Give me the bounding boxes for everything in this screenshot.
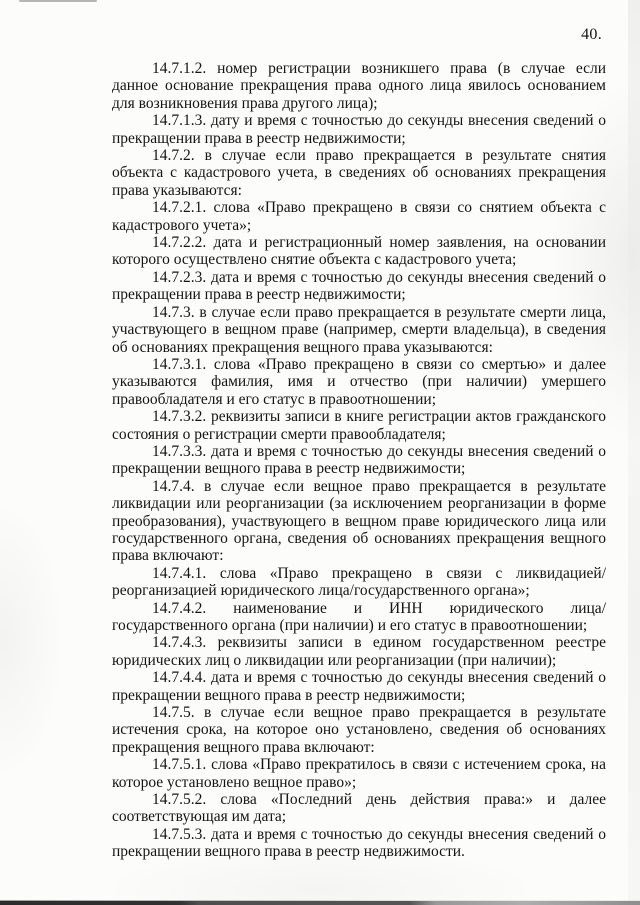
clause-text: дата и регистрационный номер заявления, на основании которого осуществлено снятие объекта с кадастрового учета; [112, 234, 606, 269]
paragraph-14-7-3-1 [112, 356, 606, 408]
clause-text: реквизиты записи в едином государственном реестре юридических лиц о ликвидации или реорганизации (при наличии); [112, 634, 606, 669]
clause-text: в случае если право прекращается в результате снятия объекта с кадастрового учета, в сведениях об основаниях прекращения права указываются: [112, 147, 606, 199]
paragraph-14-7-2 [112, 147, 606, 199]
paragraph-14-7-4-4 [112, 669, 606, 704]
paragraph-14-7-5-2 [112, 791, 606, 826]
clause-text: слова «Право прекращено в связи со смертью» и далее указываются фамилия, имя и отчество (при наличии) умершего правообладателя и его статус в правоотношении; [112, 355, 606, 408]
clause-number: 14.7.3. [152, 303, 195, 321]
clause-number: 14.7.3.3. [152, 442, 207, 460]
clause-text: наименование и ИНН юридического лица/государственного органа (при наличии) и его статус в правоотношении; [112, 599, 606, 634]
clause-text: дата и время с точностью до секунды внесения сведений о прекращении вещного права в реестр недвижимости; [112, 442, 606, 478]
clause-number: 14.7.5. [152, 704, 195, 722]
scan-artifact-top-edge [19, 0, 97, 2]
paragraph-14-7-2-2 [112, 234, 606, 269]
clause-text: дату и время с точностью до секунды внесения сведений о прекращении права в реестр недвижимости; [112, 112, 606, 147]
paragraph-14-7-5-3 [112, 826, 606, 861]
clause-text: слова «Последний день действия права:» и далее соответствующая им дата; [112, 791, 606, 826]
scan-artifact-bottom-edge [0, 901, 640, 905]
clause-number: 14.7.4.1. [152, 564, 207, 582]
scan-artifact-right-edge [628, 0, 640, 905]
clause-number: 14.7.2.3. [152, 268, 207, 286]
paragraph-14-7-5-1 [112, 756, 606, 791]
clause-number: 14.7.1.2. [152, 60, 207, 77]
clause-number: 14.7.5.1. [152, 756, 207, 774]
clause-number: 14.7.3.2. [152, 408, 207, 426]
clause-number: 14.7.4.2. [152, 599, 207, 617]
paragraph-14-7-3-2 [112, 408, 606, 443]
clause-number: 14.7.2. [152, 147, 195, 165]
clause-number: 14.7.5.3. [152, 825, 207, 843]
clause-text: дата и время с точностью до секунды внесения сведений о прекращении вещного права в реестр недвижимости; [112, 669, 606, 704]
clause-text: реквизиты записи в книге регистрации актов гражданского состояния о регистрации смерти правообладателя; [112, 408, 606, 443]
paragraph-14-7-1-3 [112, 112, 606, 147]
clause-text: в случае если вещное право прекращается в результате истечения срока, на которое оно установлено, сведения об основаниях прекращения вещного права включают: [112, 704, 606, 756]
paragraph-14-7-4 [112, 478, 606, 565]
paragraph-14-7-1-2 [112, 60, 606, 112]
clause-text: слова «Право прекратилось в связи с истечением срока, на которое установлено вещное право»; [112, 756, 606, 791]
clause-number: 14.7.5.2. [152, 791, 207, 809]
paragraph-14-7-5 [112, 704, 606, 756]
paragraph-14-7-3-3 [112, 443, 606, 478]
paragraph-14-7-4-1 [112, 565, 606, 600]
paragraph-14-7-3 [112, 304, 606, 356]
clause-number: 14.7.4.3. [152, 634, 207, 652]
clause-number: 14.7.4.4. [152, 669, 207, 687]
clause-text: номер регистрации возникшего права (в случае если данное основание прекращения права одного лица явилось основанием для возникновения права другого лица); [112, 60, 606, 112]
clause-text: в случае если вещное право прекращается в результате ликвидации или реорганизации (за исключением реорганизации в форме преобразования), участвующего в вещном праве юридического лица или государственного органа, сведения об основаниях прекращения вещного права включают: [112, 477, 606, 565]
paragraph-14-7-4-3 [112, 634, 606, 669]
clause-text: слова «Право прекращено в связи со снятием объекта с кадастрового учета»; [112, 199, 606, 234]
page-number: 40. [581, 26, 602, 43]
clause-number: 14.7.2.1. [152, 199, 207, 217]
paragraph-14-7-4-2 [112, 600, 606, 635]
clause-text: слова «Право прекращено в связи с ликвидацией/ реорганизацией юридического лица/государственного органа»; [112, 564, 606, 600]
document-body [112, 60, 606, 861]
paragraph-14-7-2-3 [112, 269, 606, 304]
clause-text: дата и время с точностью до секунды внесения сведений о прекращении права в реестр недвижимости; [112, 268, 606, 304]
paragraph-14-7-2-1 [112, 199, 606, 234]
clause-number: 14.7.1.3. [152, 112, 207, 130]
clause-number: 14.7.2.2. [152, 234, 207, 252]
clause-number: 14.7.3.1. [152, 355, 207, 373]
clause-number: 14.7.4. [152, 477, 195, 495]
clause-text: в случае если право прекращается в результате смерти лица, участвующего в вещном праве (например, смерти владельца), в сведения об основаниях прекращения вещного права указываются: [112, 303, 606, 356]
clause-text: дата и время с точностью до секунды внесения сведений о прекращении вещного права в реестр недвижимости. [112, 825, 606, 861]
